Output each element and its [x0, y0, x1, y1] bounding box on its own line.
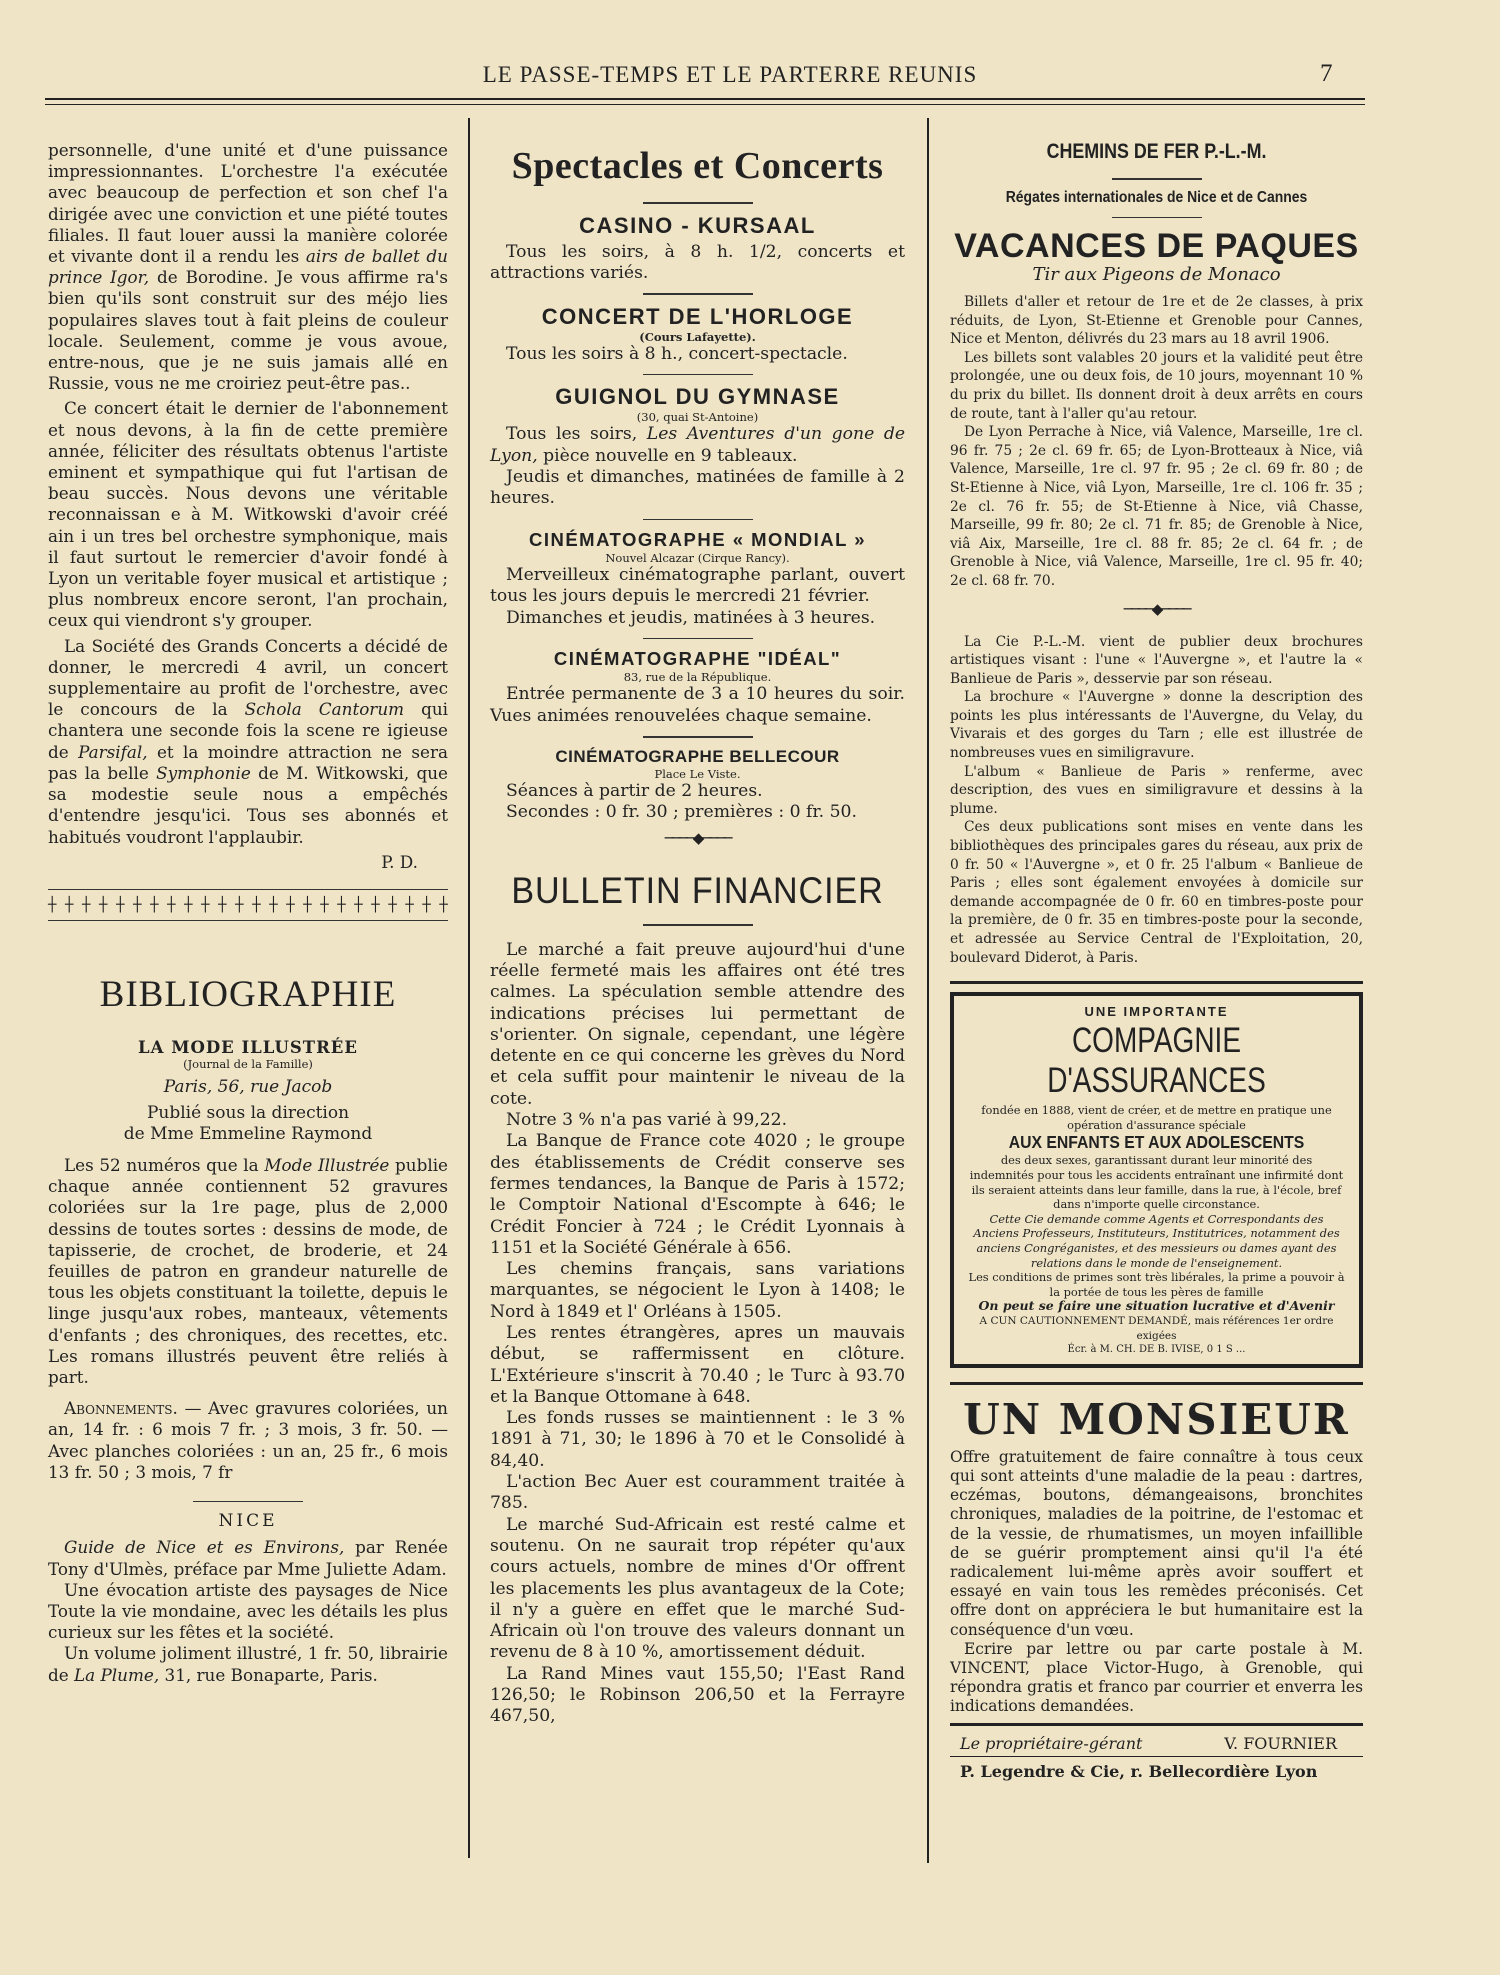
finance-paragraph: Les rentes étrangères, apres un mauvais début, se raffermissent en clôture. L'Extérieure s'inscrit à 70.40 ; le Turc à 93.70 et la Banque Ottomane à 648. [490, 1323, 905, 1407]
plm-paragraph: De Lyon Perrache à Nice, viâ Valence, Marseille, 1re cl. 96 fr. 75 ; 2e cl. 69 fr. 65; de Lyon-Brotteaux à Nice, viâ Valence, Marseille, 1re cl. 97 fr. 95 ; 2e cl. 69 fr. 80 ; de St-Etienne à Nice, viâ Lyon, Marseille, 1re cl. 106 fr. 35 ; 2e cl. 76 fr. 55; de St-Etienne à Nice, viâ Chasse, Marseille, 99 fr. 80; 2e cl. 71 fr. 85; de Grenoble à Nice, viâ Aix, Marseille, 1re cl. 88 fr. 85; 2e cl. 64 fr. ; de Grenoble à Nice, viâ Valence, Marseille, 1re cl. 95 fr. 40; 2e cl. 68 fr. 70. [950, 424, 1363, 589]
plm-heading: CHEMINS DE FER P.-L.-M. [1046, 140, 1267, 163]
header-rule-bottom [45, 104, 1365, 105]
plm-paragraph: La Cie P.-L.-M. vient de publier deux brochures artistiques visant : l'une « l'Auvergne », et l'autre la « Banlieue de Paris », desservie par son réseau. [950, 633, 1363, 687]
printer-line: P. Legendre & Cie, r. Bellecordière Lyon [960, 1762, 1318, 1782]
section-separator [1112, 217, 1202, 219]
nice-guide-paragraph: Guide de Nice et es Environs, par Renée Tony d'Ulmès, préface par Mme Juliette Adam. [48, 1537, 448, 1579]
finance-paragraph: Le marché Sud-Africain est resté calme et soutenu. On ne saurait trop répéter qu'aux cours actuels, nombre de mines d'Or offrent les placements les plus avantageux de la Cote; il n'y a guère en effet que le marché Sud-Africain où l'on trouve des valeurs donnant un revenu de 8 à 10 %, amortissement déduit. [490, 1514, 905, 1663]
mode-illustree-paragraph: Les 52 numéros que la Mode Illustrée publie chaque année contiennent 52 gravures coloriées sur la 1re page, plus de 2,000 dessins de toutes sortes : dessins de mode, de tapisserie, de crochet, de broderie, et 24 feuilles de patron en grandeur naturelle de tous les objets constituant la toilette, depuis le linge jusqu'aux robes, manteaux, vêtements d'enfants ; des chroniques, des recettes, etc. Les romans illustrés peuvent être reliés à part. [48, 1154, 448, 1387]
spectacles-heading: Spectacles et Concerts [511, 145, 884, 187]
insurance-advertisement [950, 992, 1363, 1368]
plm-paragraph: Les billets sont valables 20 jours et la validité peut être prolongée, une ou deux fois, de 10 jours, moyennant 10 % du prix du billet. Ils donnent droit à deux arrêts en cours de route, tant à l'aller qu'au retour. [950, 349, 1363, 422]
bulletin-financier-heading: BULLETIN FINANCIER [511, 870, 884, 912]
concert-review-paragraph: La Société des Grands Concerts a décidé de donner, le mercredi 4 avril, un concert supplementaire au profit de l'orchestre, avec le concours de la Schola Cantorum qui chantera une seconde fois la scene re igieuse de Parsifal, et la moindre attraction ne sera pas la belle Symphonie de M. Witkowski, que sa modestie seule nous a empêchés d'entendre jesqu'ici. Tous ses abonnés et habitués voudront l'applaubir. [48, 635, 449, 847]
venue-description: Tous les soirs, Les Aventures d'un gone de Lyon, pièce nouvelle en 9 tableaux. [490, 424, 905, 466]
column-divider-2 [927, 118, 929, 1863]
plm-paragraph: La brochure « l'Auvergne » donne la description des points les plus intéressants de l'Auvergne, du Velay, du Vivarais et des gorges du Tarn ; elle est illustrée de nombreuses vues en similigravure. [950, 689, 1363, 762]
finance-paragraph: Le marché a fait preuve aujourd'hui d'une réelle fermeté mais les affaires ont été tres calmes. La spéculation semble attendre des indications précises lui permettant de s'orienter. On signale, cependant, une légère detente en ce qui concerne les grèves du Nord et cela suffit pour maintenir le niveau de la cote. [490, 939, 905, 1109]
nice-guide-paragraph: Une évocation artiste des paysages de Nice Toute la vie mondaine, avec les détails les plus curieux sur les fêtes et la société. [48, 1579, 448, 1643]
nice-guide-paragraph: Un volume joliment illustré, 1 fr. 50, librairie de La Plume, 31, rue Bonaparte, Paris. [48, 1643, 448, 1685]
ornament-divider: ┼ ┼ ┼ ┼ ┼ ┼ ┼ ┼ ┼ ┼ ┼ ┼ ┼ ┼ ┼ ┼ ┼ ┼ ┼ ┼ ┼ ┼ ┼ ┼ [48, 889, 448, 921]
column-right [950, 140, 1363, 1781]
section-rule [950, 981, 1363, 984]
gerant-line [950, 1734, 1363, 1753]
section-rule [950, 1382, 1363, 1385]
venue-ideal: CINÉMATOGRAPHE "IDÉAL" [553, 648, 842, 670]
finance-paragraph: Les chemins français, sans variations marquantes, se négocient le Lyon à 1408; le Nord à 1849 et l' Orléans à 1505. [490, 1259, 905, 1322]
finance-paragraph: Notre 3 % n'a pas varié à 99,22. [506, 1110, 788, 1131]
venue-description: Tous les soirs à 8 h., concert-spectacle. [506, 343, 848, 364]
column-left [48, 140, 448, 1686]
venue-description: Secondes : 0 fr. 30 ; premières : 0 fr. 50. [506, 801, 857, 822]
section-separator [1112, 178, 1202, 180]
subscription-paragraph: Abonnements. — Avec gravures coloriées, un an, 14 fr. : 6 mois 7 fr. ; 3 mois, 3 fr. 50. — Avec planches coloriées : un an, 25 fr., 6 mois 13 fr. 50 ; 3 mois, 7 fr [48, 1398, 448, 1482]
plm-paragraph: Billets d'aller et retour de 1re et de 2e classes, à prix réduits, de Lyon, St-Etienne et Grenoble pour Cannes, Nice et Menton, délivrés du 23 mars au 18 avril 1906. [950, 294, 1363, 348]
regates-subheading: Régates internationales de Nice et de Cannes [1005, 188, 1308, 206]
venue-bellecour: CINÉMATOGRAPHE BELLECOUR [555, 746, 840, 766]
un-monsieur-paragraph: Ecrire par lettre ou par carte postale à M. VINCENT, place Victor-Hugo, à Grenoble, qui répondra gratis et franco par courrier et enverra les indications demandées. [950, 1639, 1363, 1716]
signature: P. D. [381, 851, 418, 872]
page-number: 7 [1320, 60, 1333, 87]
header-rule-top [45, 98, 1365, 100]
mode-illustree-direction: Publié sous la direction de Mme Emmeline Raymond [123, 1102, 373, 1144]
section-separator [643, 202, 753, 204]
finance-paragraph: La Banque de France cote 4020 ; le groupe des établissements de Crédit conserve ses fermes tendances, la Banque de Paris à 1572; le Comptoir National d'Escompte à 646; le Crédit Foncier à 724 ; le Crédit Lyonnais à 1151 et la Société Générale à 656. [490, 1131, 905, 1258]
column-divider-1 [468, 118, 470, 1858]
section-separator [643, 293, 753, 295]
venue-description: Tous les soirs, à 8 h. 1/2, concerts et attractions variés. [490, 241, 905, 283]
finance-paragraph: Les fonds russes se maintiennent : le 3 % 1891 à 71, 30; le 1896 à 70 et le Consolidé à 84,40. [490, 1408, 905, 1471]
venue-concert-horloge: CONCERT DE L'HORLOGE [541, 303, 854, 329]
venue-guignol-gymnase: GUIGNOL DU GYMNASE [555, 384, 840, 410]
venue-address: 83, rue de la République. [623, 670, 772, 685]
venue-address: (Cours Lafayette). [639, 329, 756, 344]
venue-mondial: CINÉMATOGRAPHE « MONDIAL » [528, 529, 867, 551]
gerant-label: Le propriétaire-gérant [960, 1733, 1143, 1753]
mode-illustree-title: LA MODE ILLUSTRÉE [138, 1037, 358, 1057]
mode-illustree-address: Paris, 56, rue Jacob [163, 1076, 333, 1097]
finance-paragraph: La Rand Mines vaut 155,50; l'East Rand 126,50; le Robinson 206,50 et la Ferrayre 467,50, [490, 1663, 905, 1727]
venue-address: (30, quai St-Antoine) [636, 410, 759, 425]
vacances-paques-title: VACANCES DE PAQUES [954, 227, 1359, 265]
ad-text: Cette Cie demande comme Agents et Correspondants des Anciens Professeurs, Instituteurs, Institutrices, notamment des anciens Congréganistes, et des messieurs ou dames ayant des relations dans le monde de l'enseignement. [973, 1211, 1340, 1270]
section-rule [950, 1723, 1363, 1726]
ad-text: A CUN CAUTIONNEMENT DEMANDÉ, mais références 1er ordre exigées [979, 1314, 1334, 1342]
diamond-separator: ────◆──── [1123, 599, 1190, 618]
bibliographie-heading: BIBLIOGRAPHIE [99, 973, 397, 1015]
ad-slogan: On peut se faire une situation lucrative et d'Avenir [978, 1298, 1335, 1314]
page-header-title: LE PASSE-TEMPS ET LE PARTERRE REUNIS [482, 62, 978, 87]
section-separator [643, 519, 753, 521]
ad-emphasis: AUX ENFANTS ET AUX ADOLESCENTS [1008, 1132, 1305, 1153]
diamond-separator: ────◆──── [664, 829, 731, 848]
plm-paragraph: L'album « Banlieue de Paris » renferme, avec description, des vues en similigravure et dessins à la plume. [950, 763, 1363, 817]
section-separator [643, 736, 753, 738]
venue-description: Séances à partir de 2 heures. [506, 780, 763, 801]
un-monsieur-title: UN MONSIEUR [963, 1394, 1350, 1444]
mode-illustree-subtitle: (Journal de la Famille) [183, 1056, 313, 1071]
section-separator [643, 638, 753, 640]
venue-description: Dimanches et jeudis, matinées à 3 heures. [506, 607, 876, 628]
venue-description: Jeudis et dimanches, matinées de famille à 2 heures. [490, 466, 905, 509]
ad-text: Les conditions de primes sont très libérales, la prime a pouvoir à la portée de tous les pères de famille [968, 1270, 1345, 1299]
concert-review-paragraph: personnelle, d'une unité et d'une puissance impressionnantes. L'orchestre l'a exécutée avec beaucoup de perfection et son chef l'a dirigée avec une conviction et une piété toutes filiales. Il faut louer aussi la manière colorée et vivante dont il a rendu les airs de ballet du prince Igor, de Borodine. Je vous affirme ra's bien qu'ils sont construit sur des méjo lies populaires slaves tout à fait pleins de couleur locale. Seulement, comme je vous avoue, entre-nous, que je ne suis jamais allé en Russie, vous ne me croiriez peut-être pas.. [48, 140, 448, 394]
venue-description: Merveilleux cinématographe parlant, ouvert tous les jours depuis le mercredi 21 février. [490, 565, 905, 607]
gerant-name: V. FOURNIER [1224, 1733, 1337, 1753]
finance-paragraph: L'action Bec Auer est couramment traitée à 785. [490, 1472, 905, 1514]
section-separator [643, 374, 753, 376]
column-middle [490, 140, 905, 1728]
concert-review-paragraph: Ce concert était le dernier de l'abonnement et nous devons, à la fin de cette première année, féliciter des résultats obtenus l'artiste eminent et sympathique qui fut l'artisan de beau succès. Nous devons une véritable reconnaissan e à M. Witkowski d'avoir créé ain i un tres bel orchestre symphonique, mais il faut surtout le remercier d'avoir fondé à Lyon un veritable foyer musical et artistique ; plus nombreux encore seront, l'an prochain, ceux qui viendront s'y grouper. [48, 398, 448, 631]
venue-casino-kursaal: CASINO - KURSAAL [579, 212, 816, 238]
ad-text: des deux sexes, garantissant durant leur minorité des indemnités pour tous les accidents entraînant une infirmité dont ils seraient atteints dans leur famille, dans la rue, à l'école, bref dans n'importe quelle circonstance. [969, 1153, 1344, 1212]
section-separator [643, 924, 753, 926]
ad-text: fondée en 1888, vient de créer, et de mettre en pratique une opération d'assurance spéciale [981, 1103, 1332, 1132]
vacances-paques-subtitle: Tir aux Pigeons de Monaco [1032, 264, 1281, 285]
venue-address: Place Le Viste. [654, 766, 741, 781]
venue-description: Entrée permanente de 3 a 10 heures du soir. Vues animées renouvelées chaque semaine. [490, 684, 905, 726]
venue-address: Nouvel Alcazar (Cirque Rancy). [605, 551, 790, 566]
plm-paragraph: Ces deux publications sont mises en vente dans les bibliothèques des principales gares du réseau, aux prix de 0 fr. 50 « l'Auvergne », et 0 fr. 25 l'album « Banlieue de Paris ; elles sont également envoyées à domicile sur demande accompagnée de 0 fr. 60 en timbres-poste pour la première, de 0 fr. 35 en timbres-poste pour la seconde, et adressée au Service Central de l'Exploitation, 20, boulevard Diderot, à Paris. [950, 819, 1363, 966]
ad-contact: Écr. à M. CH. DE B. IVISE, 0 1 S ... [1067, 1344, 1246, 1356]
section-separator [193, 1501, 303, 1503]
un-monsieur-paragraph: Offre gratuitement de faire connaître à tous ceux qui sont atteints d'une maladie de la peau : dartres, eczémas, boutons, démangeaisons, bronchites chroniques, maladies de la poitrine, de l'estomac et de la vessie, de rhumatismes, un moyen infaillible de se guérir promptement ainsi qu'il l'a été radicalement lui-même après avoir souffert et essayé en vain tous les remèdes préconisés. Cet offre dont on appréciera le but humanitaire est la conséquence d'un vœu. [950, 1447, 1363, 1639]
ad-company-title: COMPAGNIE D'ASSURANCES [1047, 1021, 1266, 1101]
nice-heading: NICE [218, 1511, 278, 1532]
footer-rule [950, 1756, 1363, 1758]
ad-kicker: UNE IMPORTANTE [1084, 1004, 1229, 1020]
